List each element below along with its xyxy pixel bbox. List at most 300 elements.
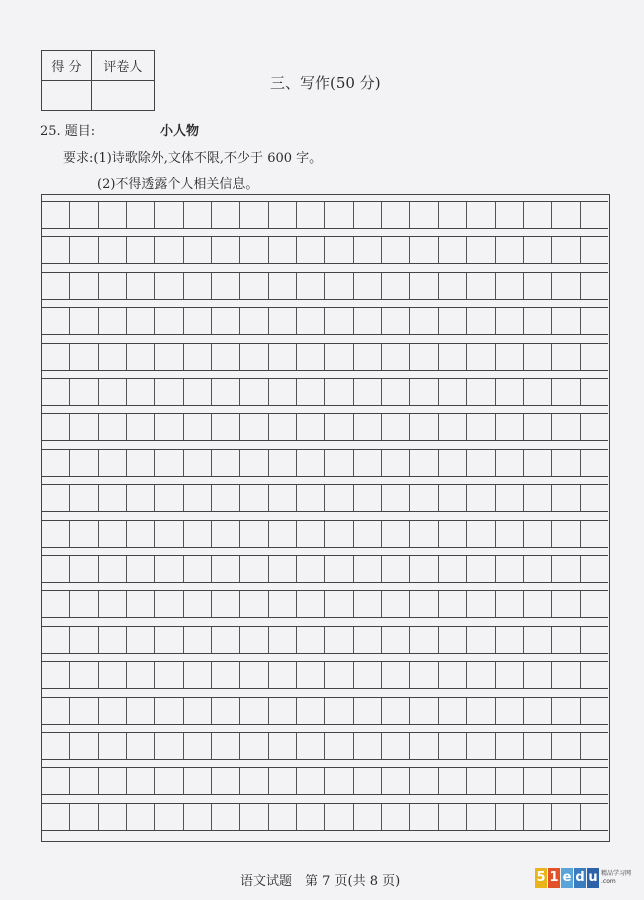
grid-cell[interactable] — [439, 344, 467, 370]
grid-cell[interactable] — [99, 273, 127, 299]
grid-cell[interactable] — [496, 202, 524, 228]
grid-cell[interactable] — [99, 485, 127, 511]
grader-cell[interactable] — [91, 81, 154, 111]
grid-cell[interactable] — [581, 556, 608, 582]
grid-cell[interactable] — [127, 344, 155, 370]
grid-cell[interactable] — [382, 521, 410, 547]
grid-cell[interactable] — [70, 627, 98, 653]
grid-cell[interactable] — [581, 450, 608, 476]
grid-cell[interactable] — [269, 733, 297, 759]
grid-cell[interactable] — [354, 379, 382, 405]
grid-cell[interactable] — [382, 627, 410, 653]
grid-cell[interactable] — [184, 414, 212, 440]
grid-cell[interactable] — [184, 698, 212, 724]
grid-cell[interactable] — [552, 662, 580, 688]
grid-cell[interactable] — [410, 414, 438, 440]
grid-cell[interactable] — [212, 450, 240, 476]
grid-cell[interactable] — [99, 202, 127, 228]
grid-cell[interactable] — [127, 556, 155, 582]
grid-cell[interactable] — [42, 237, 70, 263]
grid-cell[interactable] — [42, 521, 70, 547]
grid-cell[interactable] — [240, 733, 268, 759]
grid-cell[interactable] — [325, 698, 353, 724]
grid-cell[interactable] — [99, 521, 127, 547]
grid-cell[interactable] — [70, 521, 98, 547]
grid-cell[interactable] — [297, 485, 325, 511]
grid-cell[interactable] — [467, 450, 495, 476]
grid-cell[interactable] — [155, 450, 183, 476]
writing-grid[interactable] — [41, 194, 610, 842]
grid-cell[interactable] — [269, 414, 297, 440]
grid-cell[interactable] — [212, 627, 240, 653]
grid-cell[interactable] — [269, 273, 297, 299]
grid-cell[interactable] — [70, 379, 98, 405]
grid-cell[interactable] — [552, 237, 580, 263]
grid-cell[interactable] — [240, 768, 268, 794]
grid-cell[interactable] — [269, 627, 297, 653]
grid-cell[interactable] — [524, 308, 552, 334]
grid-cell[interactable] — [524, 804, 552, 830]
grid-cell[interactable] — [439, 485, 467, 511]
grid-cell[interactable] — [496, 768, 524, 794]
grid-cell[interactable] — [269, 521, 297, 547]
grid-cell[interactable] — [439, 379, 467, 405]
grid-cell[interactable] — [155, 768, 183, 794]
grid-cell[interactable] — [581, 237, 608, 263]
grid-cell[interactable] — [297, 237, 325, 263]
grid-cell[interactable] — [354, 273, 382, 299]
grid-cell[interactable] — [42, 733, 70, 759]
grid-cell[interactable] — [184, 273, 212, 299]
grid-cell[interactable] — [325, 237, 353, 263]
grid-cell[interactable] — [269, 237, 297, 263]
grid-cell[interactable] — [496, 414, 524, 440]
grid-cell[interactable] — [269, 591, 297, 617]
grid-cell[interactable] — [212, 273, 240, 299]
grid-cell[interactable] — [496, 591, 524, 617]
grid-cell[interactable] — [269, 768, 297, 794]
grid-cell[interactable] — [552, 450, 580, 476]
grid-cell[interactable] — [42, 698, 70, 724]
grid-cell[interactable] — [410, 733, 438, 759]
grid-cell[interactable] — [240, 556, 268, 582]
grid-cell[interactable] — [184, 591, 212, 617]
grid-cell[interactable] — [439, 627, 467, 653]
grid-cell[interactable] — [70, 273, 98, 299]
grid-cell[interactable] — [70, 485, 98, 511]
grid-cell[interactable] — [581, 379, 608, 405]
grid-cell[interactable] — [70, 556, 98, 582]
grid-cell[interactable] — [240, 308, 268, 334]
grid-cell[interactable] — [155, 591, 183, 617]
grid-cell[interactable] — [467, 804, 495, 830]
grid-cell[interactable] — [42, 662, 70, 688]
grid-cell[interactable] — [297, 768, 325, 794]
grid-cell[interactable] — [297, 414, 325, 440]
grid-cell[interactable] — [439, 768, 467, 794]
grid-cell[interactable] — [552, 202, 580, 228]
grid-cell[interactable] — [382, 237, 410, 263]
grid-cell[interactable] — [212, 237, 240, 263]
grid-cell[interactable] — [524, 450, 552, 476]
grid-cell[interactable] — [354, 768, 382, 794]
grid-cell[interactable] — [240, 237, 268, 263]
grid-cell[interactable] — [99, 804, 127, 830]
grid-cell[interactable] — [155, 627, 183, 653]
grid-cell[interactable] — [70, 698, 98, 724]
grid-cell[interactable] — [410, 627, 438, 653]
grid-cell[interactable] — [439, 202, 467, 228]
grid-cell[interactable] — [297, 450, 325, 476]
grid-cell[interactable] — [297, 662, 325, 688]
grid-cell[interactable] — [269, 556, 297, 582]
grid-cell[interactable] — [297, 344, 325, 370]
grid-cell[interactable] — [552, 698, 580, 724]
grid-cell[interactable] — [467, 308, 495, 334]
grid-cell[interactable] — [42, 768, 70, 794]
grid-cell[interactable] — [325, 733, 353, 759]
grid-cell[interactable] — [496, 273, 524, 299]
grid-cell[interactable] — [42, 627, 70, 653]
grid-cell[interactable] — [155, 379, 183, 405]
grid-cell[interactable] — [127, 662, 155, 688]
grid-cell[interactable] — [212, 804, 240, 830]
grid-cell[interactable] — [325, 344, 353, 370]
grid-cell[interactable] — [382, 733, 410, 759]
grid-cell[interactable] — [297, 379, 325, 405]
grid-cell[interactable] — [184, 379, 212, 405]
grid-cell[interactable] — [297, 804, 325, 830]
grid-cell[interactable] — [42, 485, 70, 511]
grid-cell[interactable] — [524, 521, 552, 547]
grid-cell[interactable] — [354, 414, 382, 440]
grid-cell[interactable] — [297, 202, 325, 228]
grid-cell[interactable] — [99, 698, 127, 724]
grid-cell[interactable] — [212, 308, 240, 334]
grid-cell[interactable] — [70, 662, 98, 688]
grid-cell[interactable] — [354, 521, 382, 547]
grid-cell[interactable] — [240, 485, 268, 511]
grid-cell[interactable] — [297, 698, 325, 724]
grid-cell[interactable] — [240, 627, 268, 653]
grid-cell[interactable] — [354, 591, 382, 617]
grid-cell[interactable] — [70, 308, 98, 334]
grid-cell[interactable] — [240, 379, 268, 405]
grid-cell[interactable] — [524, 662, 552, 688]
grid-cell[interactable] — [155, 202, 183, 228]
grid-cell[interactable] — [42, 556, 70, 582]
grid-cell[interactable] — [42, 308, 70, 334]
grid-cell[interactable] — [297, 556, 325, 582]
grid-cell[interactable] — [212, 662, 240, 688]
grid-cell[interactable] — [552, 273, 580, 299]
grid-cell[interactable] — [269, 308, 297, 334]
grid-cell[interactable] — [354, 485, 382, 511]
grid-cell[interactable] — [297, 308, 325, 334]
grid-cell[interactable] — [127, 450, 155, 476]
grid-cell[interactable] — [184, 521, 212, 547]
grid-cell[interactable] — [212, 768, 240, 794]
grid-cell[interactable] — [70, 804, 98, 830]
grid-cell[interactable] — [496, 556, 524, 582]
grid-cell[interactable] — [269, 344, 297, 370]
grid-cell[interactable] — [581, 273, 608, 299]
grid-cell[interactable] — [184, 733, 212, 759]
grid-cell[interactable] — [410, 379, 438, 405]
grid-cell[interactable] — [354, 627, 382, 653]
grid-cell[interactable] — [552, 733, 580, 759]
grid-cell[interactable] — [42, 804, 70, 830]
grid-cell[interactable] — [524, 414, 552, 440]
grid-cell[interactable] — [410, 662, 438, 688]
grid-cell[interactable] — [70, 591, 98, 617]
grid-cell[interactable] — [184, 450, 212, 476]
grid-cell[interactable] — [155, 556, 183, 582]
grid-cell[interactable] — [524, 556, 552, 582]
grid-cell[interactable] — [524, 591, 552, 617]
grid-cell[interactable] — [212, 521, 240, 547]
grid-cell[interactable] — [410, 237, 438, 263]
grid-cell[interactable] — [439, 273, 467, 299]
grid-cell[interactable] — [410, 344, 438, 370]
grid-cell[interactable] — [467, 344, 495, 370]
grid-cell[interactable] — [212, 485, 240, 511]
grid-cell[interactable] — [127, 804, 155, 830]
grid-cell[interactable] — [467, 414, 495, 440]
grid-cell[interactable] — [184, 485, 212, 511]
grid-cell[interactable] — [410, 521, 438, 547]
grid-cell[interactable] — [325, 556, 353, 582]
grid-cell[interactable] — [70, 202, 98, 228]
grid-cell[interactable] — [240, 344, 268, 370]
grid-cell[interactable] — [269, 450, 297, 476]
grid-cell[interactable] — [552, 308, 580, 334]
grid-cell[interactable] — [524, 344, 552, 370]
grid-cell[interactable] — [552, 521, 580, 547]
grid-cell[interactable] — [325, 521, 353, 547]
grid-cell[interactable] — [155, 344, 183, 370]
grid-cell[interactable] — [410, 273, 438, 299]
grid-cell[interactable] — [467, 273, 495, 299]
grid-cell[interactable] — [155, 414, 183, 440]
grid-cell[interactable] — [297, 591, 325, 617]
score-cell[interactable] — [42, 81, 92, 111]
grid-cell[interactable] — [382, 308, 410, 334]
grid-cell[interactable] — [382, 273, 410, 299]
grid-cell[interactable] — [354, 450, 382, 476]
grid-cell[interactable] — [410, 202, 438, 228]
grid-cell[interactable] — [581, 627, 608, 653]
grid-cell[interactable] — [581, 698, 608, 724]
grid-cell[interactable] — [439, 521, 467, 547]
grid-cell[interactable] — [524, 379, 552, 405]
grid-cell[interactable] — [325, 273, 353, 299]
grid-cell[interactable] — [127, 768, 155, 794]
grid-cell[interactable] — [99, 662, 127, 688]
grid-cell[interactable] — [42, 202, 70, 228]
grid-cell[interactable] — [155, 237, 183, 263]
grid-cell[interactable] — [325, 768, 353, 794]
grid-cell[interactable] — [297, 733, 325, 759]
grid-cell[interactable] — [496, 627, 524, 653]
grid-cell[interactable] — [155, 521, 183, 547]
grid-cell[interactable] — [325, 804, 353, 830]
grid-cell[interactable] — [240, 591, 268, 617]
grid-cell[interactable] — [240, 698, 268, 724]
grid-cell[interactable] — [269, 662, 297, 688]
grid-cell[interactable] — [155, 698, 183, 724]
grid-cell[interactable] — [467, 521, 495, 547]
grid-cell[interactable] — [212, 591, 240, 617]
grid-cell[interactable] — [496, 733, 524, 759]
grid-cell[interactable] — [581, 733, 608, 759]
grid-cell[interactable] — [410, 698, 438, 724]
grid-cell[interactable] — [99, 344, 127, 370]
grid-cell[interactable] — [467, 768, 495, 794]
grid-cell[interactable] — [354, 804, 382, 830]
grid-cell[interactable] — [524, 237, 552, 263]
grid-cell[interactable] — [184, 308, 212, 334]
grid-cell[interactable] — [127, 202, 155, 228]
grid-cell[interactable] — [496, 344, 524, 370]
grid-cell[interactable] — [524, 733, 552, 759]
grid-cell[interactable] — [354, 733, 382, 759]
grid-cell[interactable] — [581, 768, 608, 794]
grid-cell[interactable] — [439, 450, 467, 476]
grid-cell[interactable] — [496, 237, 524, 263]
grid-cell[interactable] — [184, 344, 212, 370]
grid-cell[interactable] — [410, 450, 438, 476]
grid-cell[interactable] — [325, 308, 353, 334]
grid-cell[interactable] — [70, 768, 98, 794]
grid-cell[interactable] — [212, 733, 240, 759]
grid-cell[interactable] — [325, 591, 353, 617]
grid-cell[interactable] — [410, 308, 438, 334]
grid-cell[interactable] — [184, 768, 212, 794]
grid-cell[interactable] — [70, 733, 98, 759]
grid-cell[interactable] — [99, 556, 127, 582]
grid-cell[interactable] — [496, 379, 524, 405]
grid-cell[interactable] — [240, 662, 268, 688]
grid-cell[interactable] — [382, 768, 410, 794]
grid-cell[interactable] — [325, 450, 353, 476]
grid-cell[interactable] — [325, 627, 353, 653]
grid-cell[interactable] — [212, 556, 240, 582]
grid-cell[interactable] — [552, 556, 580, 582]
grid-cell[interactable] — [410, 804, 438, 830]
grid-cell[interactable] — [552, 379, 580, 405]
grid-cell[interactable] — [439, 556, 467, 582]
grid-cell[interactable] — [127, 237, 155, 263]
grid-cell[interactable] — [42, 344, 70, 370]
grid-cell[interactable] — [269, 202, 297, 228]
grid-cell[interactable] — [524, 202, 552, 228]
grid-cell[interactable] — [467, 627, 495, 653]
grid-cell[interactable] — [524, 768, 552, 794]
grid-cell[interactable] — [99, 414, 127, 440]
grid-cell[interactable] — [99, 627, 127, 653]
grid-cell[interactable] — [552, 627, 580, 653]
grid-cell[interactable] — [184, 556, 212, 582]
grid-cell[interactable] — [581, 414, 608, 440]
grid-cell[interactable] — [382, 804, 410, 830]
grid-cell[interactable] — [99, 237, 127, 263]
grid-cell[interactable] — [184, 202, 212, 228]
grid-cell[interactable] — [552, 414, 580, 440]
grid-cell[interactable] — [155, 273, 183, 299]
grid-cell[interactable] — [155, 485, 183, 511]
grid-cell[interactable] — [496, 521, 524, 547]
grid-cell[interactable] — [496, 450, 524, 476]
grid-cell[interactable] — [467, 485, 495, 511]
grid-cell[interactable] — [269, 485, 297, 511]
grid-cell[interactable] — [354, 202, 382, 228]
grid-cell[interactable] — [552, 485, 580, 511]
grid-cell[interactable] — [99, 768, 127, 794]
grid-cell[interactable] — [581, 521, 608, 547]
grid-cell[interactable] — [127, 273, 155, 299]
grid-cell[interactable] — [325, 662, 353, 688]
grid-cell[interactable] — [99, 591, 127, 617]
grid-cell[interactable] — [439, 804, 467, 830]
grid-cell[interactable] — [467, 698, 495, 724]
grid-cell[interactable] — [240, 804, 268, 830]
grid-cell[interactable] — [99, 733, 127, 759]
grid-cell[interactable] — [382, 202, 410, 228]
grid-cell[interactable] — [42, 379, 70, 405]
grid-cell[interactable] — [127, 308, 155, 334]
grid-cell[interactable] — [581, 804, 608, 830]
grid-cell[interactable] — [325, 202, 353, 228]
grid-cell[interactable] — [496, 308, 524, 334]
grid-cell[interactable] — [127, 414, 155, 440]
grid-cell[interactable] — [212, 202, 240, 228]
grid-cell[interactable] — [70, 344, 98, 370]
grid-cell[interactable] — [410, 485, 438, 511]
grid-cell[interactable] — [127, 698, 155, 724]
grid-cell[interactable] — [155, 804, 183, 830]
grid-cell[interactable] — [552, 591, 580, 617]
grid-cell[interactable] — [382, 556, 410, 582]
grid-cell[interactable] — [184, 804, 212, 830]
grid-cell[interactable] — [127, 627, 155, 653]
grid-cell[interactable] — [524, 485, 552, 511]
grid-cell[interactable] — [99, 308, 127, 334]
grid-cell[interactable] — [70, 450, 98, 476]
grid-cell[interactable] — [42, 450, 70, 476]
grid-cell[interactable] — [467, 237, 495, 263]
grid-cell[interactable] — [297, 627, 325, 653]
grid-cell[interactable] — [297, 273, 325, 299]
grid-cell[interactable] — [127, 733, 155, 759]
grid-cell[interactable] — [240, 521, 268, 547]
grid-cell[interactable] — [354, 662, 382, 688]
grid-cell[interactable] — [382, 450, 410, 476]
grid-cell[interactable] — [581, 202, 608, 228]
grid-cell[interactable] — [99, 379, 127, 405]
grid-cell[interactable] — [382, 662, 410, 688]
grid-cell[interactable] — [240, 202, 268, 228]
grid-cell[interactable] — [212, 379, 240, 405]
grid-cell[interactable] — [70, 414, 98, 440]
grid-cell[interactable] — [467, 202, 495, 228]
grid-cell[interactable] — [382, 485, 410, 511]
grid-cell[interactable] — [524, 698, 552, 724]
grid-cell[interactable] — [325, 414, 353, 440]
grid-cell[interactable] — [439, 698, 467, 724]
grid-cell[interactable] — [581, 308, 608, 334]
grid-cell[interactable] — [354, 308, 382, 334]
